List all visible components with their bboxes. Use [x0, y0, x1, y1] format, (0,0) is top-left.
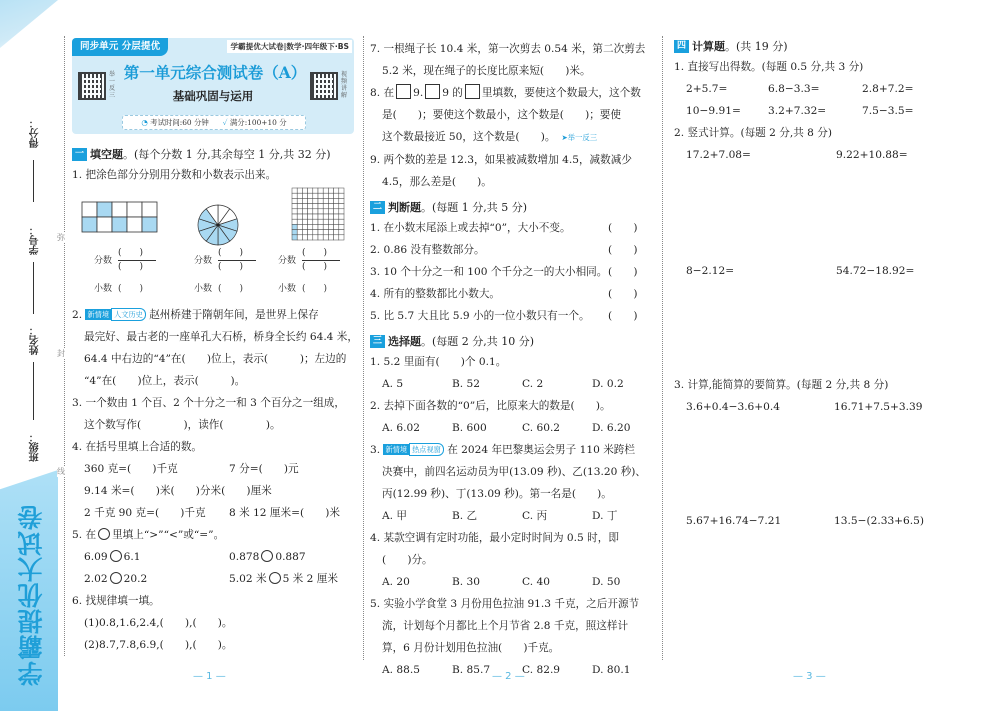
- judge-item: 2. 0.86 没有整数部分。 ( ): [370, 239, 654, 261]
- grid-cell: [297, 214, 302, 219]
- grid-cell: [318, 235, 323, 240]
- grid-cell: [313, 214, 318, 219]
- options-row: [370, 571, 654, 593]
- question-text: 1. 5.2 里面有( )个 0.1。: [370, 356, 507, 368]
- grid-cell: [308, 204, 313, 209]
- grid-cell: [292, 235, 297, 240]
- section-number: 二: [370, 201, 385, 214]
- decimal-label: 小数: [278, 284, 297, 294]
- option[interactable]: A. 88.5: [382, 664, 420, 676]
- grid-cell: [323, 204, 328, 209]
- grid-cell: [328, 198, 333, 203]
- grid-cell: [297, 219, 302, 224]
- check-icon: ✓: [222, 118, 228, 127]
- grid-cell: [318, 230, 323, 235]
- grid-cell: [308, 188, 313, 193]
- option[interactable]: C. 2: [522, 378, 544, 390]
- grid-cell: [334, 235, 339, 240]
- fraction-label: 分数: [278, 256, 297, 266]
- seal-mark: 封: [57, 349, 65, 358]
- compare-blank[interactable]: [269, 572, 281, 584]
- grid-cell: [318, 198, 323, 203]
- grid-cell: [313, 219, 318, 224]
- grid-cell: [323, 235, 328, 240]
- question-text: 这个数写作( )，读作( )。: [84, 419, 281, 431]
- score-field-label: 得分：: [30, 118, 41, 148]
- question-text: “4”在( )位上，表示( )。: [84, 375, 246, 387]
- calc-row: 10−9.91= 3.2+7.32= 7.5−3.5=: [686, 105, 914, 117]
- grid-cell: [308, 193, 313, 198]
- option[interactable]: A. 甲: [382, 510, 407, 522]
- student-id-field-line[interactable]: [33, 262, 34, 314]
- seal-mark: 线: [57, 467, 65, 476]
- judge-blank[interactable]: ( ): [608, 266, 638, 278]
- question-text: 3. 计算,能简算的要简算。(每题 2 分,共 8 分): [674, 379, 889, 391]
- unit-tag: 同步单元 分层提优: [72, 38, 168, 56]
- options-row: [370, 505, 654, 527]
- option[interactable]: A. 6.02: [382, 422, 420, 434]
- decimal-blank[interactable]: ( ): [118, 284, 144, 294]
- question-text: 是( )；要使这个数最小，这个数是( )；要使: [382, 109, 621, 121]
- qr-right-label: 视频讲解: [341, 71, 348, 99]
- options-row: [370, 373, 654, 395]
- decimal-label: 小数: [94, 284, 113, 294]
- fraction-label: 分数: [194, 256, 213, 266]
- rect-cell: [82, 217, 97, 232]
- grid-cell: [334, 224, 339, 229]
- question-text: 4. 在括号里填上合适的数。: [72, 441, 203, 453]
- option[interactable]: C. 60.2: [522, 422, 561, 434]
- page-number: — 3 —: [793, 671, 826, 682]
- rect-cell: [127, 217, 142, 232]
- grid-cell: [339, 188, 344, 193]
- grid-cell: [297, 204, 302, 209]
- question-row: 2.02 20.2 5.02 米 5 米 2 厘米: [84, 573, 338, 585]
- judge-blank[interactable]: ( ): [608, 288, 638, 300]
- grid-cell: [313, 193, 318, 198]
- judge-item: 1. 在小数末尾添上或去掉“0”，大小不变。 ( ): [370, 217, 654, 239]
- calc-row: 5.67+16.74−7.21 13.5−(2.33+6.5): [686, 515, 925, 527]
- rect-cell: [142, 202, 157, 217]
- grid-cell: [302, 230, 307, 235]
- grid-cell: [328, 209, 333, 214]
- grid-cell: [318, 204, 323, 209]
- test-title: 第一单元综合测试卷（A）: [123, 63, 307, 82]
- grid-cell: [323, 230, 328, 235]
- question-row: 2 千克 90 克=( )千克 8 米 12 厘米=( )米: [84, 507, 341, 519]
- question-text: 9. 两个数的差是 12.3，如果被减数增加 4.5，减数减少: [370, 154, 632, 166]
- grid-cell: [308, 219, 313, 224]
- question-text: 5.2 米，现在绳子的长度比原来短( )米。: [382, 65, 591, 77]
- grid-cell: [297, 235, 302, 240]
- question-text: 5. 在 里填上“>”“<”或“=”。: [72, 529, 225, 541]
- grid-cell: [308, 230, 313, 235]
- digit-box[interactable]: [425, 84, 440, 99]
- grid-cell: [302, 188, 307, 193]
- grid-cell: [339, 219, 344, 224]
- calc-row: 8−2.12= 54.72−18.92=: [686, 265, 915, 277]
- page-number: — 2 —: [492, 671, 525, 682]
- column-divider: [662, 36, 663, 660]
- practice-link[interactable]: ➤举一反三: [561, 133, 598, 142]
- grid-cell: [302, 204, 307, 209]
- grid-cell: [323, 188, 328, 193]
- full-score: 满分:100+10 分: [229, 118, 287, 127]
- grid-cell: [334, 209, 339, 214]
- name-field-line[interactable]: [33, 362, 34, 420]
- decimal-label: 小数: [194, 284, 213, 294]
- grid-cell: [318, 224, 323, 229]
- grid-cell: [339, 209, 344, 214]
- grid-cell: [328, 214, 333, 219]
- topic-badge: 人文历史: [111, 308, 146, 321]
- section-name: 填空题: [90, 148, 123, 161]
- corner-decoration: [0, 0, 58, 48]
- grid-cell: [302, 224, 307, 229]
- option[interactable]: D. 0.2: [592, 378, 624, 390]
- clock-icon: ◔: [141, 118, 148, 127]
- grid-cell: [334, 198, 339, 203]
- option[interactable]: D. 80.1: [592, 664, 631, 676]
- grid-cell: [323, 193, 328, 198]
- option[interactable]: B. 30: [452, 576, 480, 588]
- grid-cell: [334, 188, 339, 193]
- page-3: [674, 38, 974, 532]
- rect-cell: [97, 217, 112, 232]
- seal-mark: 弥: [57, 233, 65, 242]
- section-heading: [72, 146, 354, 162]
- grid-cell: [318, 188, 323, 193]
- question-text: 最完好、最古老的一座单孔大石桥，桥身全长约 64.4 米，: [84, 331, 358, 343]
- test-subtitle: 基础巩固与运用: [172, 89, 254, 103]
- section-heading: [370, 199, 654, 215]
- question-text: 2. 新情境 人文历史 赵州桥建于隋朝年间，是世界上保存: [72, 309, 319, 321]
- option[interactable]: C. 82.9: [522, 664, 561, 676]
- grid-cell: [334, 214, 339, 219]
- question-text: 3. 新情境 热点视窗 在 2024 年巴黎奥运会男子 110 米跨栏: [370, 444, 635, 456]
- grid-cell: [339, 224, 344, 229]
- question-text: 1. 把涂色部分分别用分数和小数表示出来。: [72, 169, 277, 181]
- qr-left-label: 举一反三: [109, 71, 116, 99]
- option[interactable]: D. 6.20: [592, 422, 631, 434]
- grid-cell: [308, 198, 313, 203]
- compare-circle-icon: [98, 528, 110, 540]
- option[interactable]: A. 5: [382, 378, 404, 390]
- grid-cell: [292, 188, 297, 193]
- calc-row: 2+5.7= 6.8−3.3= 2.8+7.2=: [686, 83, 914, 95]
- compare-blank[interactable]: [261, 550, 273, 562]
- question-text: 4.5，那么差是( )。: [382, 176, 492, 188]
- question-text: 3. 一个数由 1 个百、2 个十分之一和 3 个百分之一组成，: [72, 397, 345, 409]
- name-field-label: 姓名：: [30, 325, 41, 355]
- grid-cell: [292, 230, 297, 235]
- section-note: 。(共 19 分): [725, 40, 788, 53]
- calc-row: 17.2+7.08= 9.22+10.88=: [686, 149, 908, 161]
- question-text: 算，6 月份计划用色拉油( )千克。: [382, 642, 560, 654]
- fraction-blank[interactable]: ( ) ( ): [218, 248, 256, 273]
- section-number: 四: [674, 40, 689, 53]
- judge-item: 4. 所有的整数都比小数大。 ( ): [370, 283, 654, 305]
- grid-cell: [318, 193, 323, 198]
- section-heading: [370, 333, 654, 349]
- grid-cell: [292, 219, 297, 224]
- section-number: 三: [370, 335, 385, 348]
- grid-cell: [323, 214, 328, 219]
- grid-cell: [292, 224, 297, 229]
- grid-cell: [308, 214, 313, 219]
- grid-cell: [297, 230, 302, 235]
- section-number: 一: [72, 148, 87, 161]
- question-row: 360 克=( )千克 7 分=( )元: [84, 463, 299, 475]
- section-note: 。(每个分数 1 分,其余每空 1 分,共 32 分): [123, 148, 331, 161]
- grid-cell: [328, 219, 333, 224]
- grid-cell: [308, 224, 313, 229]
- grid-cell: [313, 198, 318, 203]
- question-text: 2. 竖式计算。(每题 2 分,共 8 分): [674, 127, 832, 139]
- rect-cell: [82, 202, 97, 217]
- seal-line: [64, 36, 65, 656]
- grid-cell: [313, 204, 318, 209]
- grid-cell: [318, 219, 323, 224]
- grid-cell: [302, 209, 307, 214]
- exam-time: 考试时间:60 分钟: [150, 118, 209, 127]
- option[interactable]: C. 40: [522, 576, 550, 588]
- question-text: 这个数最接近 50，这个数是( )。 ➤举一反三: [382, 131, 598, 143]
- grid-cell: [318, 209, 323, 214]
- judge-blank[interactable]: ( ): [608, 244, 638, 256]
- judge-item: 5. 比 5.7 大且比 5.9 小的一位小数只有一个。 ( ): [370, 305, 654, 327]
- work-space[interactable]: [674, 282, 974, 374]
- circle-center: [217, 224, 220, 227]
- grid-cell: [297, 188, 302, 193]
- test-meta: [122, 115, 306, 130]
- question-text: 决赛中，前四名运动员为甲(13.09 秒)、乙(13.20 秒)、: [382, 466, 647, 478]
- grid-cell: [313, 188, 318, 193]
- binding-sidebar: [0, 0, 58, 711]
- section-name: 选择题: [388, 335, 421, 348]
- grid-cell: [297, 224, 302, 229]
- grid-cell: [334, 204, 339, 209]
- question-text: 9.14 米=( )米( )分米( )厘米: [84, 485, 272, 497]
- question-text: 2. 去掉下面各数的“0”后，比原来大的数是( )。: [370, 400, 611, 412]
- judge-blank[interactable]: ( ): [608, 222, 638, 234]
- work-space[interactable]: [674, 418, 974, 510]
- grid-cell: [292, 193, 297, 198]
- judge-item: 3. 10 个十分之一和 100 个千分之一的大小相同。 ( ): [370, 261, 654, 283]
- grid-cell: [339, 204, 344, 209]
- calc-row: 3.6+0.4−3.6+0.4 16.71+7.5+3.39: [686, 401, 923, 413]
- grid-cell: [328, 193, 333, 198]
- option[interactable]: B. 乙: [452, 510, 478, 522]
- rect-cell: [97, 202, 112, 217]
- judge-blank[interactable]: ( ): [608, 310, 638, 322]
- option[interactable]: B. 85.7: [452, 664, 491, 676]
- student-id-field-label: 学号：: [30, 225, 41, 255]
- grid-cell: [302, 219, 307, 224]
- page-1: [72, 38, 358, 656]
- score-field-line[interactable]: [33, 160, 34, 202]
- grid-cell: [339, 214, 344, 219]
- grid-cell: [328, 235, 333, 240]
- section-note: 。(每题 2 分,共 10 分): [421, 335, 535, 348]
- digit-box[interactable]: [396, 84, 411, 99]
- grid-cell: [334, 230, 339, 235]
- option[interactable]: B. 600: [452, 422, 487, 434]
- grid-cell: [302, 214, 307, 219]
- grid-cell: [313, 209, 318, 214]
- question-text: 5. 实验小学食堂 3 月份用色拉油 91.3 千克，之后开源节: [370, 598, 640, 610]
- question-text: (1)0.8,1.6,2.4,( ),( )。: [84, 617, 233, 629]
- option[interactable]: D. 丁: [592, 510, 618, 522]
- page-2: [370, 38, 654, 681]
- section-heading: [674, 38, 974, 54]
- topic-badge: 热点视窗: [409, 443, 444, 456]
- question-text: ( )分。: [382, 554, 433, 566]
- series-label: 学霸提优大试卷|数学·四年级下·BS: [227, 40, 352, 53]
- fraction-label: 分数: [94, 256, 113, 266]
- grid-cell: [328, 224, 333, 229]
- section-note: 。(每题 1 分,共 5 分): [421, 201, 528, 214]
- fraction-blank[interactable]: ( ) ( ): [118, 248, 156, 273]
- question-text: 丙(12.99 秒)、丁(13.09 秒)。第一名是( )。: [382, 488, 612, 500]
- question-text: (2)8.7,7.8,6.9,( ),( )。: [84, 639, 233, 651]
- page-number: — 1 —: [193, 671, 226, 682]
- rect-cell: [112, 202, 127, 217]
- grid-cell: [292, 209, 297, 214]
- digit-box[interactable]: [465, 84, 480, 99]
- decimal-blank[interactable]: ( ): [302, 284, 328, 294]
- grid-cell: [292, 198, 297, 203]
- section-name: 判断题: [388, 201, 421, 214]
- grid-cell: [292, 214, 297, 219]
- question-text: 4. 某款空调有定时功能，最小定时时间为 0.5 时，即: [370, 532, 619, 544]
- class-field-label: 班级：: [30, 432, 41, 462]
- grid-cell: [308, 209, 313, 214]
- grid-cell: [334, 193, 339, 198]
- grid-cell: [308, 235, 313, 240]
- new-context-badge: 新情境: [87, 310, 110, 319]
- question-text: 7. 一根绳子长 10.4 米，第一次剪去 0.54 米，第二次剪去: [370, 43, 646, 55]
- decimal-blank[interactable]: ( ): [218, 284, 244, 294]
- work-space[interactable]: [674, 166, 974, 260]
- grid-cell: [328, 188, 333, 193]
- compare-blank[interactable]: [110, 550, 122, 562]
- section-name: 计算题: [692, 40, 725, 53]
- grid-cell: [339, 193, 344, 198]
- grid-cell: [292, 204, 297, 209]
- grid-cell: [323, 198, 328, 203]
- grid-cell: [302, 235, 307, 240]
- question-text: 流，计划每个月都比上个月节省 2.8 千克，照这样计: [382, 620, 629, 632]
- grid-cell: [302, 193, 307, 198]
- grid-cell: [297, 209, 302, 214]
- option[interactable]: D. 50: [592, 576, 621, 588]
- brand-logo-text: 学霸提优大试卷: [17, 504, 46, 686]
- grid-cell: [297, 193, 302, 198]
- question-text: 64.4 中右边的“4”在( )位上，表示( )；左边的: [84, 353, 347, 365]
- option[interactable]: C. 丙: [522, 510, 548, 522]
- column-divider: [363, 36, 364, 660]
- grid-cell: [328, 230, 333, 235]
- grid-cell: [302, 198, 307, 203]
- grid-cell: [339, 230, 344, 235]
- compare-blank[interactable]: [110, 572, 122, 584]
- question-text: 6. 找规律填一填。: [72, 595, 160, 607]
- grid-cell: [323, 219, 328, 224]
- options-row: [370, 417, 654, 439]
- grid-cell: [313, 235, 318, 240]
- question-row: 6.09 6.1 0.878 0.887: [84, 551, 306, 563]
- grid-cell: [313, 230, 318, 235]
- option[interactable]: B. 52: [452, 378, 480, 390]
- grid-cell: [339, 235, 344, 240]
- grid-cell: [313, 224, 318, 229]
- question-text: 1. 直接写出得数。(每题 0.5 分,共 3 分): [674, 61, 864, 73]
- shaded-figures: [72, 186, 354, 304]
- grid-cell: [339, 198, 344, 203]
- fraction-blank[interactable]: ( ) ( ): [302, 248, 340, 273]
- grid-cell: [328, 204, 333, 209]
- grid-cell: [323, 224, 328, 229]
- rect-cell: [127, 202, 142, 217]
- question-text: 8. 在 9. 9 的 里填数，要使这个数最大，这个数: [370, 82, 654, 104]
- rect-cell: [112, 217, 127, 232]
- test-header: [72, 38, 354, 134]
- rect-cell: [142, 217, 157, 232]
- grid-cell: [318, 214, 323, 219]
- grid-cell: [334, 219, 339, 224]
- option[interactable]: A. 20: [382, 576, 410, 588]
- new-context-badge: 新情境: [385, 445, 408, 454]
- grid-cell: [323, 209, 328, 214]
- grid-cell: [297, 198, 302, 203]
